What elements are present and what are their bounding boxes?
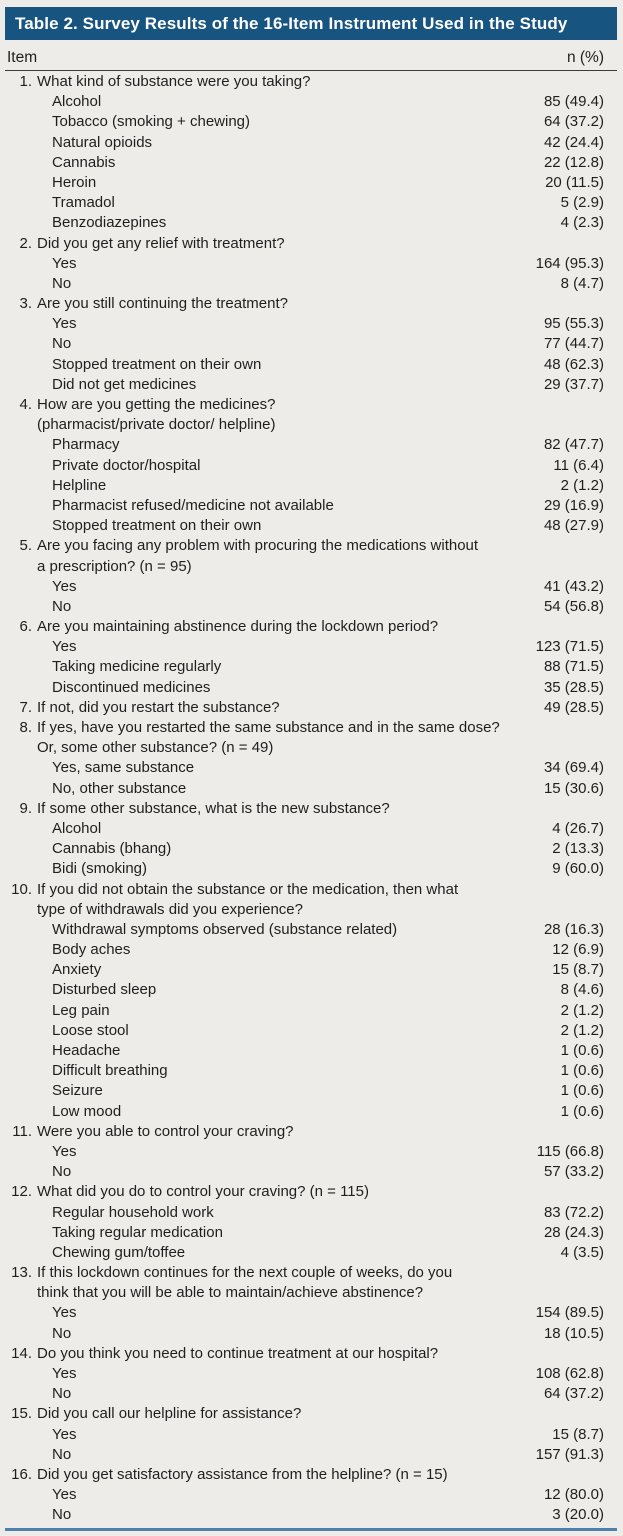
row-label-group — [5, 173, 96, 193]
row-label-group — [5, 1425, 76, 1445]
column-header-n-pct: n (%) — [566, 49, 604, 66]
row-label-group — [5, 294, 288, 314]
option-text: Chewing gum/toffee — [52, 1243, 186, 1261]
row-label-group — [5, 213, 166, 233]
question-number: 9. — [19, 799, 32, 817]
item-value: 15 (30.6) — [543, 779, 604, 797]
option-row — [5, 1142, 617, 1162]
row-label-group — [5, 234, 285, 254]
table-title-bar — [5, 7, 617, 40]
question-row — [5, 1122, 617, 1142]
option-row — [5, 435, 617, 455]
row-label-group — [5, 1485, 76, 1505]
item-value: 12 (6.9) — [552, 941, 604, 959]
item-value: 41 (43.2) — [543, 577, 604, 595]
row-label-group — [5, 153, 115, 173]
item-value: 4 (26.7) — [552, 819, 604, 837]
option-row — [5, 1102, 617, 1122]
item-value: 15 (8.7) — [552, 961, 604, 979]
row-label-group — [5, 940, 130, 960]
option-row — [5, 334, 617, 354]
row-label-group — [5, 1303, 76, 1323]
item-value: 12 (80.0) — [543, 1486, 604, 1504]
item-value: 18 (10.5) — [543, 1324, 604, 1342]
option-text: Seizure — [52, 1082, 103, 1100]
option-row — [5, 637, 617, 657]
option-row — [5, 839, 617, 859]
option-text: Discontinued medicines — [52, 678, 211, 696]
option-text: Yes — [52, 315, 77, 333]
row-label-group — [5, 1162, 71, 1182]
question-text: If this lockdown continues for the next couple of weeks, do you — [37, 1264, 453, 1282]
row-label-group — [5, 375, 196, 395]
row-label-group — [5, 415, 275, 435]
question-number: 1. — [19, 73, 32, 90]
row-label-group — [5, 355, 261, 375]
option-row — [5, 1384, 617, 1404]
item-value: 29 (16.9) — [543, 496, 604, 514]
option-text: No, other substance — [52, 779, 187, 797]
option-row — [5, 193, 617, 213]
option-row — [5, 940, 617, 960]
question-text-continued: Or, some other substance? (n = 49) — [37, 739, 274, 757]
item-value: 1 (0.6) — [560, 1042, 604, 1059]
question-text: How are you getting the medicines? — [37, 396, 276, 413]
item-value: 8 (4.6) — [560, 981, 604, 999]
item-value: 88 (71.5) — [543, 658, 604, 676]
item-value: 123 (71.5) — [535, 638, 604, 656]
item-value: 57 (33.2) — [543, 1163, 604, 1181]
question-row — [5, 1404, 617, 1424]
option-text: Difficult breathing — [52, 1062, 168, 1080]
option-text: Yes — [52, 254, 77, 272]
question-text-continued: think that you will be able to maintain/achieve abstinence? — [37, 1284, 424, 1302]
row-label-group — [5, 1203, 214, 1223]
row-label-group — [5, 1142, 76, 1162]
option-text: Bidi (smoking) — [52, 860, 148, 878]
question-text: If you did not obtain the substance or the medication, then what — [37, 880, 459, 898]
item-value: 85 (49.4) — [543, 93, 604, 111]
row-label-group — [5, 597, 71, 617]
item-value: 1 (0.6) — [560, 1102, 604, 1120]
question-continuation-row — [5, 557, 617, 577]
question-row — [5, 1263, 617, 1283]
question-number: 4. — [19, 396, 32, 413]
option-text: Taking regular medication — [52, 1223, 223, 1241]
row-label-group — [5, 496, 334, 516]
option-row — [5, 1162, 617, 1182]
option-row — [5, 375, 617, 395]
row-label-group — [5, 1021, 129, 1041]
option-row — [5, 920, 617, 940]
option-row — [5, 133, 617, 153]
row-label-group — [5, 1283, 423, 1303]
question-text: If yes, have you restarted the same substance and in the same dose? — [37, 719, 500, 736]
question-continuation-row — [5, 900, 617, 920]
item-value: 15 (8.7) — [552, 1425, 604, 1443]
row-label-group — [5, 980, 156, 1000]
option-row — [5, 1041, 617, 1061]
question-text: If some other substance, what is the new substance? — [37, 799, 390, 817]
item-value: 48 (27.9) — [543, 517, 604, 535]
option-text: Leg pain — [52, 1001, 110, 1019]
question-number: 13. — [11, 1264, 32, 1282]
row-label-group — [5, 1041, 120, 1061]
item-value: 4 (3.5) — [560, 1243, 604, 1261]
option-row — [5, 213, 617, 233]
item-value: 1 (0.6) — [560, 1062, 604, 1080]
question-text: What did you do to control your craving? (n = 115) — [37, 1183, 369, 1201]
option-text: No — [52, 335, 72, 353]
option-text: Stopped treatment on their own — [52, 355, 262, 373]
option-text: Cannabis — [52, 153, 116, 171]
row-label-group — [5, 1243, 185, 1263]
row-label-group — [5, 536, 478, 556]
question-number: 16. — [11, 1465, 32, 1483]
option-text: Yes — [52, 1304, 77, 1322]
bottom-rule — [5, 1528, 617, 1531]
question-row — [5, 880, 617, 900]
row-label-group — [5, 1182, 369, 1202]
option-row — [5, 1061, 617, 1081]
question-text: Are you facing any problem with procuring the medications without — [37, 537, 479, 555]
item-value: 11 (6.4) — [553, 456, 604, 474]
row-label-group — [5, 819, 101, 839]
item-value: 2 (1.2) — [560, 476, 604, 494]
item-value: 5 (2.9) — [560, 194, 604, 212]
row-label-group — [5, 1223, 223, 1243]
item-value: 83 (72.2) — [543, 1203, 604, 1221]
item-value: 4 (2.3) — [560, 214, 604, 232]
row-label-group — [5, 1384, 71, 1404]
option-text: Tobacco (smoking + chewing) — [52, 113, 251, 131]
item-value: 82 (47.7) — [543, 436, 604, 454]
option-text: Yes — [52, 1142, 77, 1160]
question-text: If not, did you restart the substance? — [37, 698, 280, 716]
option-row — [5, 1364, 617, 1384]
option-row — [5, 153, 617, 173]
option-row — [5, 1203, 617, 1223]
row-label-group — [5, 395, 275, 415]
item-value: 8 (4.7) — [560, 274, 604, 292]
option-text: No — [52, 1385, 72, 1403]
row-label-group — [5, 133, 152, 153]
option-text: Disturbed sleep — [52, 981, 157, 999]
row-label-group — [5, 900, 303, 920]
item-value: 108 (62.8) — [535, 1365, 604, 1382]
row-label-group — [5, 617, 438, 637]
option-row — [5, 678, 617, 698]
question-text: Do you think you need to continue treatment at our hospital? — [37, 1344, 439, 1362]
option-row — [5, 1081, 617, 1101]
option-row — [5, 355, 617, 375]
option-row — [5, 1243, 617, 1263]
row-label-group — [5, 456, 200, 476]
item-value: 154 (89.5) — [535, 1304, 604, 1322]
row-label-group — [5, 274, 71, 294]
option-row — [5, 1425, 617, 1445]
question-text: Are you still continuing the treatment? — [37, 295, 288, 313]
question-continuation-row — [5, 415, 617, 435]
option-text: Taking medicine regularly — [52, 658, 222, 676]
option-text: Pharmacist refused/medicine not available — [52, 496, 334, 514]
option-row — [5, 1001, 617, 1021]
option-text: Loose stool — [52, 1021, 129, 1039]
option-row — [5, 516, 617, 536]
option-row — [5, 1223, 617, 1243]
option-text: Pharmacy — [52, 436, 120, 454]
question-continuation-row — [5, 1283, 617, 1303]
option-row — [5, 960, 617, 980]
option-text: Natural opioids — [52, 133, 153, 151]
option-text: Private doctor/hospital — [52, 456, 201, 474]
item-value: 35 (28.5) — [543, 678, 604, 696]
option-row — [5, 1324, 617, 1344]
item-value: 49 (28.5) — [543, 698, 604, 716]
item-value: 2 (1.2) — [560, 1021, 604, 1039]
option-row — [5, 112, 617, 132]
item-value: 157 (91.3) — [535, 1445, 604, 1463]
row-label-group — [5, 657, 221, 677]
option-row — [5, 859, 617, 879]
item-value: 28 (24.3) — [543, 1223, 604, 1241]
option-text: Tramadol — [52, 194, 115, 212]
option-row — [5, 1303, 617, 1323]
item-value: 95 (55.3) — [543, 315, 604, 333]
option-text: Yes, same substance — [52, 759, 195, 777]
option-text: No — [52, 1163, 72, 1181]
item-value: 54 (56.8) — [543, 597, 604, 615]
option-text: Yes — [52, 1425, 77, 1443]
option-text: Stopped treatment on their own — [52, 517, 262, 535]
row-label-group — [5, 880, 458, 900]
item-value: 1 (0.6) — [560, 1082, 604, 1100]
row-label-group — [5, 698, 280, 718]
question-row — [5, 1465, 617, 1485]
row-label-group — [5, 718, 500, 738]
question-number: 15. — [11, 1405, 32, 1423]
row-label-group — [5, 334, 71, 354]
question-row — [5, 536, 617, 556]
column-header-row — [5, 40, 617, 71]
row-label-group — [5, 193, 115, 213]
option-row — [5, 274, 617, 294]
row-label-group — [5, 1364, 76, 1384]
option-text: Helpline — [52, 476, 107, 494]
question-row — [5, 698, 617, 718]
question-number: 6. — [19, 618, 32, 636]
question-number: 5. — [19, 537, 32, 555]
option-row — [5, 657, 617, 677]
option-text: No — [52, 597, 72, 615]
question-text-continued: type of withdrawals did you experience? — [37, 900, 303, 918]
option-row — [5, 1445, 617, 1465]
option-row — [5, 779, 617, 799]
row-label-group — [5, 1445, 71, 1465]
row-label-group — [5, 516, 261, 536]
row-label-group — [5, 738, 273, 758]
option-row — [5, 496, 617, 516]
item-value: 48 (62.3) — [543, 355, 604, 373]
row-label-group — [5, 1081, 103, 1101]
question-number: 8. — [19, 719, 32, 736]
row-label-group — [5, 112, 250, 132]
option-text: Yes — [52, 1486, 77, 1504]
option-row — [5, 758, 617, 778]
option-text: No — [52, 1506, 72, 1524]
option-row — [5, 1021, 617, 1041]
question-text-continued: (pharmacist/private doctor/ helpline) — [37, 416, 276, 434]
question-row — [5, 395, 617, 415]
item-value: 22 (12.8) — [543, 153, 604, 171]
option-text: Heroin — [52, 173, 97, 191]
question-row — [5, 72, 617, 92]
option-text: Yes — [52, 638, 77, 656]
item-value: 2 (13.3) — [552, 840, 604, 858]
question-row — [5, 617, 617, 637]
option-text: Benzodiazepines — [52, 214, 167, 232]
row-label-group — [5, 1465, 448, 1485]
row-label-group — [5, 72, 311, 92]
question-text: Did you get any relief with treatment? — [37, 234, 285, 252]
option-text: Anxiety — [52, 961, 102, 979]
option-text: Alcohol — [52, 93, 102, 111]
option-text: No — [52, 1324, 72, 1342]
item-value: 77 (44.7) — [543, 335, 604, 353]
question-number: 11. — [12, 1122, 32, 1140]
row-label-group — [5, 435, 120, 455]
question-text: Were you able to control your craving? — [37, 1122, 294, 1140]
row-label-group — [5, 859, 147, 879]
option-row — [5, 1505, 617, 1525]
option-text: Yes — [52, 1365, 77, 1382]
option-text: No — [52, 1445, 72, 1463]
option-text: Regular household work — [52, 1203, 214, 1221]
question-number: 7. — [19, 698, 32, 716]
row-label-group — [5, 314, 76, 334]
option-row — [5, 254, 617, 274]
item-value: 29 (37.7) — [543, 375, 604, 393]
row-label-group — [5, 1122, 294, 1142]
row-label-group — [5, 678, 210, 698]
row-label-group — [5, 779, 186, 799]
question-row — [5, 234, 617, 254]
row-label-group — [5, 1505, 71, 1525]
option-text: No — [52, 274, 72, 292]
option-row — [5, 819, 617, 839]
row-label-group — [5, 476, 106, 496]
row-label-group — [5, 1102, 121, 1122]
option-text: Did not get medicines — [52, 375, 197, 393]
row-label-group — [5, 1404, 301, 1424]
option-row — [5, 597, 617, 617]
question-number: 12. — [11, 1183, 32, 1201]
item-value: 20 (11.5) — [545, 173, 604, 191]
table-title: Table 2. Survey Results of the 16-Item Instrument Used in the Study — [15, 14, 568, 33]
question-text-continued: a prescription? (n = 95) — [37, 557, 192, 575]
row-label-group — [5, 1061, 168, 1081]
row-label-group — [5, 758, 194, 778]
row-label-group — [5, 1263, 452, 1283]
question-number: 14. — [11, 1344, 32, 1362]
option-text: Body aches — [52, 941, 131, 959]
option-row — [5, 314, 617, 334]
option-row — [5, 476, 617, 496]
row-label-group — [5, 1001, 110, 1021]
question-text: Are you maintaining abstinence during the lockdown period? — [37, 618, 439, 636]
option-text: Alcohol — [52, 819, 102, 837]
item-value: 9 (60.0) — [552, 860, 604, 878]
row-label-group — [5, 557, 192, 577]
question-row — [5, 1182, 617, 1202]
option-row — [5, 92, 617, 112]
item-value: 64 (37.2) — [543, 113, 604, 131]
item-value: 64 (37.2) — [543, 1385, 604, 1403]
option-text: Low mood — [52, 1102, 122, 1120]
row-label-group — [5, 920, 397, 940]
item-value: 2 (1.2) — [560, 1001, 604, 1019]
option-row — [5, 980, 617, 1000]
table-body — [5, 71, 617, 1526]
question-row — [5, 1344, 617, 1364]
row-label-group — [5, 1344, 438, 1364]
row-label-group — [5, 254, 76, 274]
row-label-group — [5, 799, 390, 819]
question-text: Did you call our helpline for assistance? — [37, 1405, 302, 1423]
row-label-group — [5, 960, 101, 980]
row-label-group — [5, 1324, 71, 1344]
row-label-group — [5, 577, 76, 597]
question-row — [5, 799, 617, 819]
item-value: 164 (95.3) — [535, 254, 604, 272]
item-value: 28 (16.3) — [543, 920, 604, 938]
row-label-group — [5, 637, 76, 657]
column-header-item: Item — [7, 49, 38, 66]
row-label-group — [5, 92, 101, 112]
option-row — [5, 577, 617, 597]
option-text: Cannabis (bhang) — [52, 840, 172, 858]
item-value: 34 (69.4) — [543, 759, 604, 777]
row-label-group — [5, 839, 171, 859]
item-value: 3 (20.0) — [552, 1506, 604, 1524]
option-text: Yes — [52, 577, 77, 595]
option-row — [5, 456, 617, 476]
option-text: Withdrawal symptoms observed (substance related) — [52, 920, 398, 938]
question-number: 3. — [19, 295, 32, 313]
question-row — [5, 718, 617, 738]
option-row — [5, 173, 617, 193]
option-text: Headache — [52, 1042, 121, 1059]
question-number: 2. — [19, 234, 32, 252]
question-number: 10. — [11, 880, 32, 898]
option-row — [5, 1485, 617, 1505]
item-value: 42 (24.4) — [543, 133, 604, 151]
item-value: 115 (66.8) — [536, 1142, 604, 1160]
question-text: What kind of substance were you taking? — [37, 73, 311, 90]
question-row — [5, 294, 617, 314]
question-text: Did you get satisfactory assistance from the helpline? (n = 15) — [37, 1465, 448, 1483]
question-continuation-row — [5, 738, 617, 758]
